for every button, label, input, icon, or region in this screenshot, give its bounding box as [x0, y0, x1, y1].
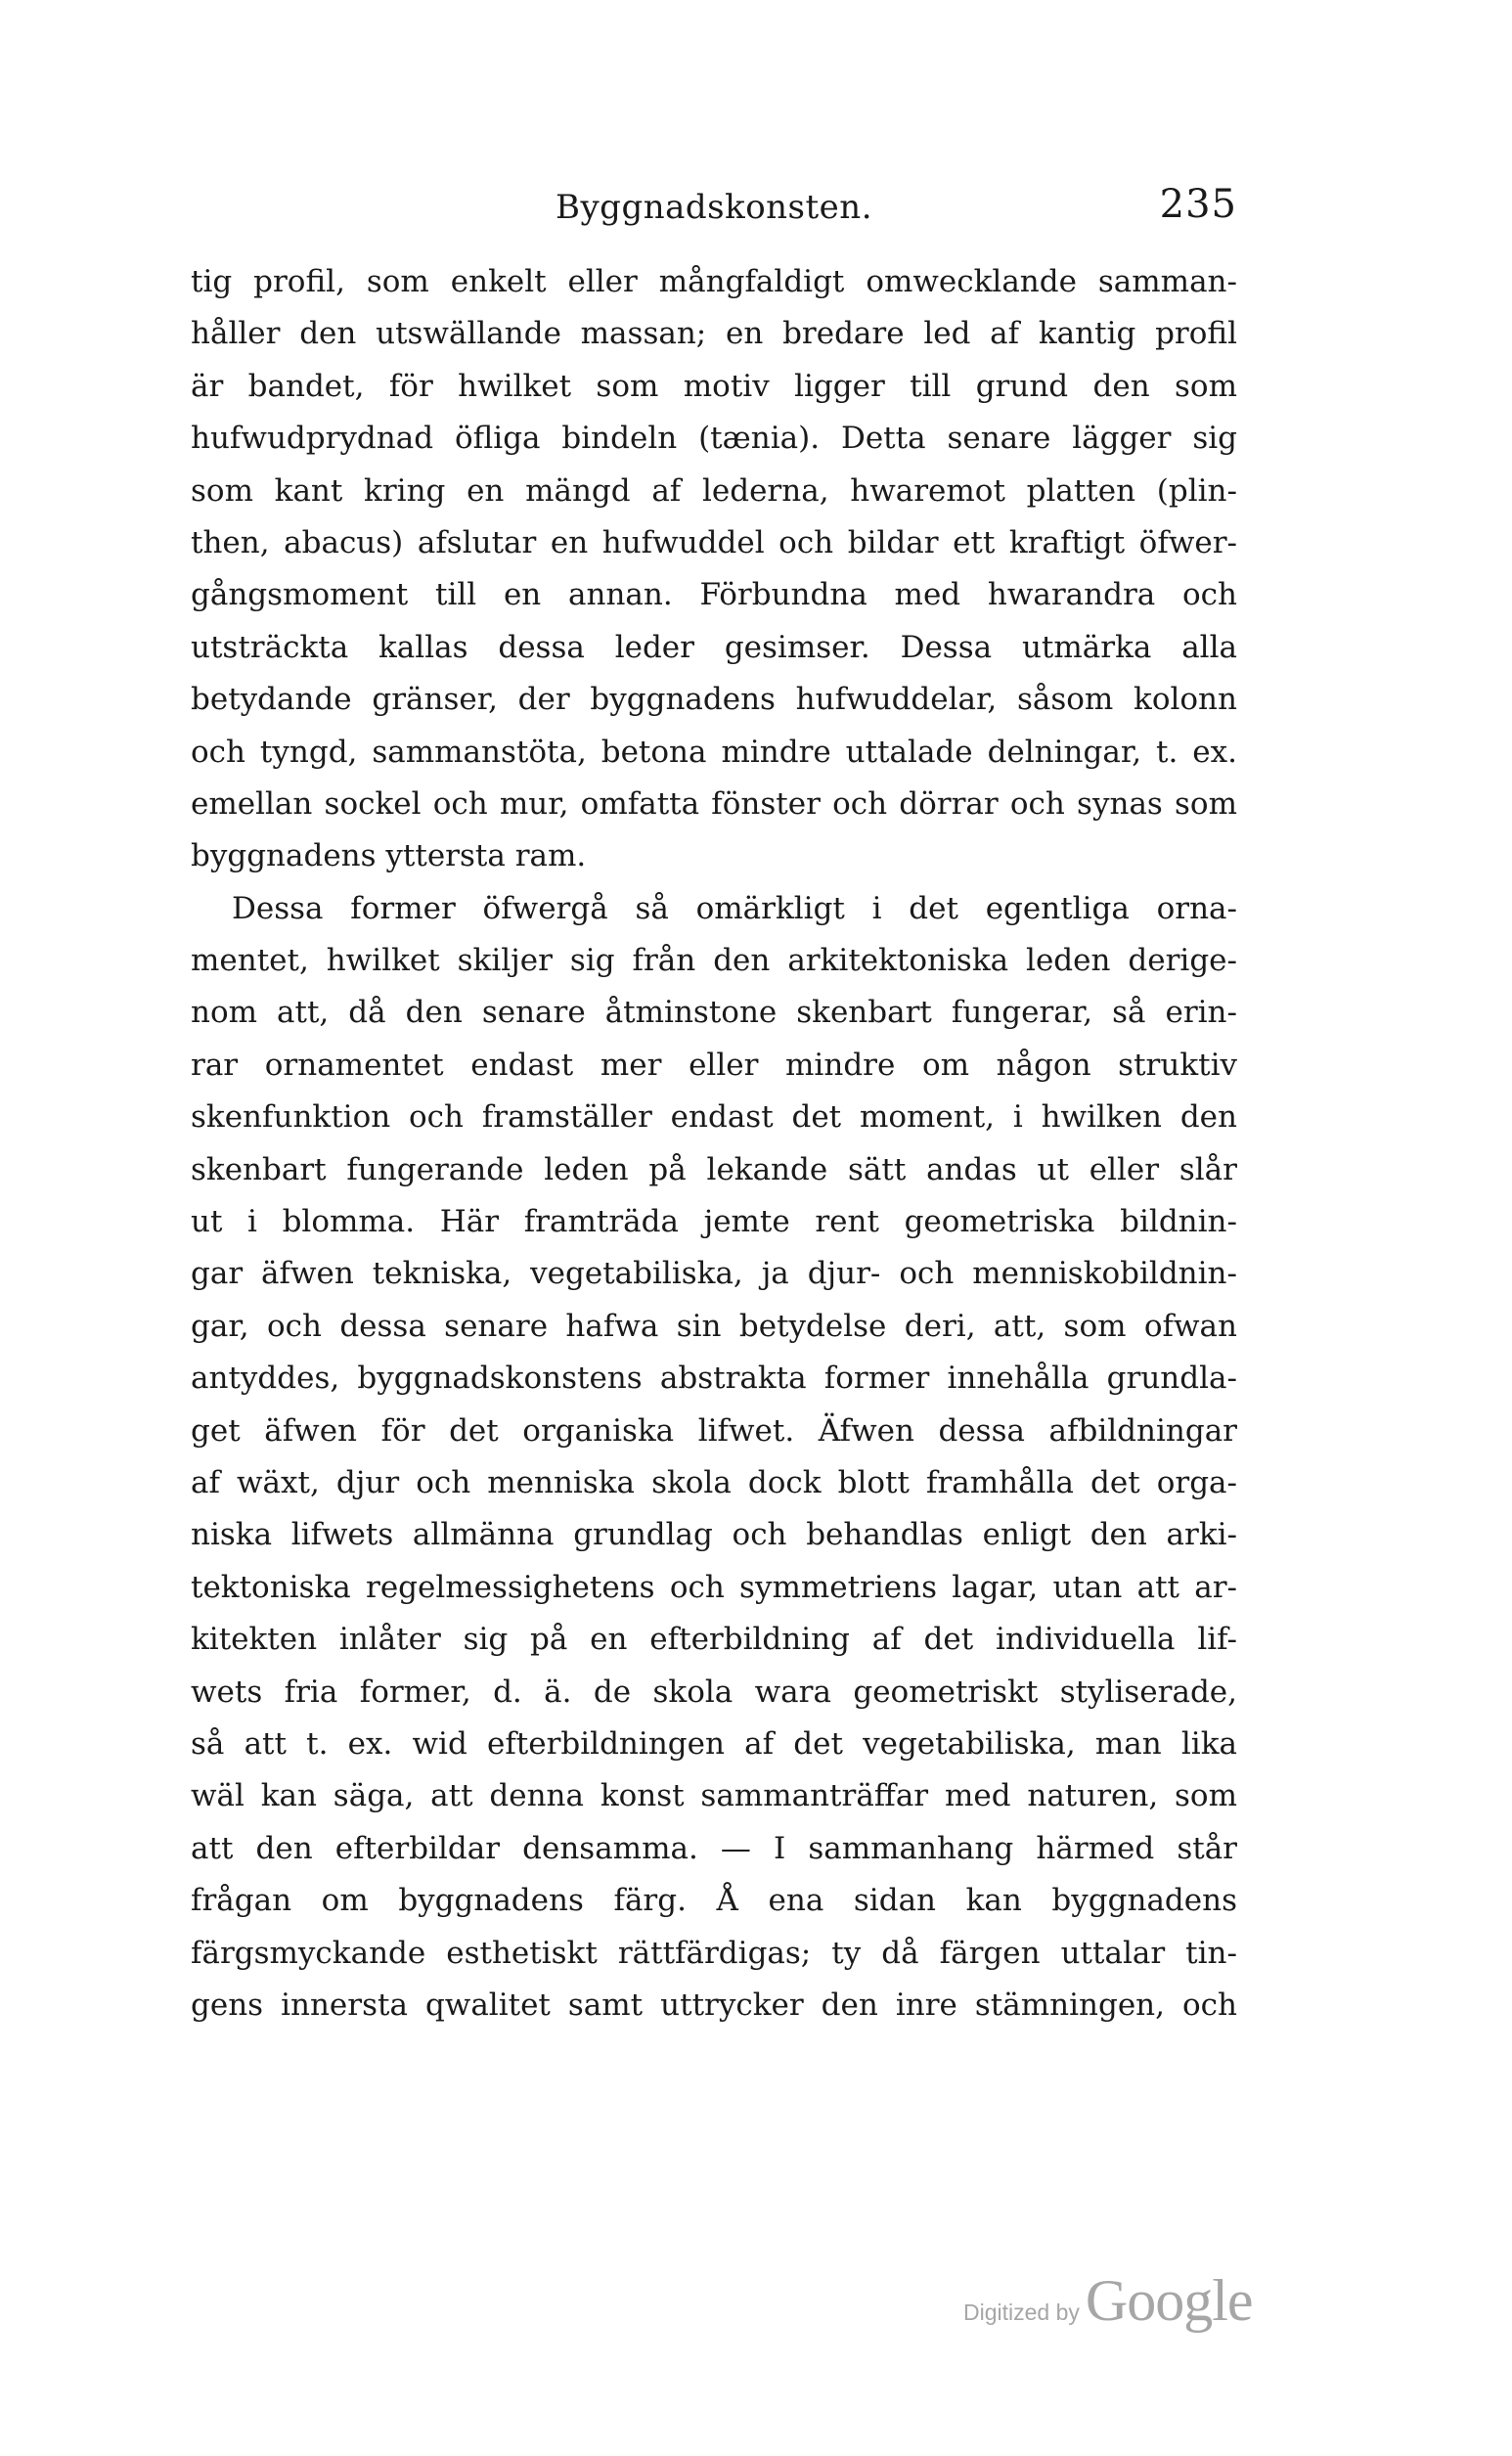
text-line: kitekten inlåter sig på en efterbildning af det individuella lif- — [191, 1622, 1237, 1658]
text-line: färgsmyckande esthetiskt rättfärdigas; ty då färgen uttalar tin- — [191, 1935, 1237, 1971]
text-line: gångsmoment till en annan. Förbundna med hwarandra och — [191, 577, 1237, 613]
digitized-watermark — [963, 2267, 1253, 2345]
text-line: som kant kring en mängd af lederna, hwaremot platten (plin- — [191, 472, 1237, 509]
text-line: rar ornamentet endast mer eller mindre om någon struktiv — [191, 1047, 1237, 1083]
text-line: af wäxt, djur och menniska skola dock blott framhålla det orga- — [191, 1464, 1237, 1500]
text-line: nom att, då den senare åtminstone skenbart fungerar, så erin- — [191, 995, 1237, 1031]
text-line: gens innersta qwalitet samt uttrycker den inre stämningen, och — [191, 1987, 1237, 2023]
page-number: 235 — [1159, 182, 1237, 227]
text-line: wets fria former, d. ä. de skola wara geometriskt styliserade, — [191, 1674, 1237, 1710]
text-line: get äfwen för det organiska lifwet. Äfwen dessa afbildningar — [191, 1412, 1237, 1449]
text-line: tig profil, som enkelt eller mångfaldigt omwecklande samman- — [191, 264, 1237, 299]
text-line: och tyngd, sammanstöta, betona mindre uttalade delningar, t. ex. — [191, 734, 1237, 770]
text-line: hufwudprydnad öfliga bindeln (tænia). Detta senare lägger sig — [191, 421, 1237, 457]
running-title: Byggnadskonsten. — [555, 188, 872, 227]
text-line: ut i blomma. Här framträda jemte rent geometriska bildnin- — [191, 1204, 1237, 1240]
running-head — [191, 182, 1237, 241]
text-line: håller den utswällande massan; en bredare led af kantig profil — [191, 316, 1237, 352]
text-line: betydande gränser, der byggnadens hufwuddelar, såsom kolonn — [191, 682, 1237, 718]
text-line: tektoniska regelmessighetens och symmetriens lagar, utan att ar- — [191, 1569, 1237, 1605]
text-line: så att t. ex. wid efterbildningen af det vegetabiliska, man lika — [191, 1725, 1237, 1762]
text-line: wäl kan säga, att denna konst sammanträffar med naturen, som — [191, 1778, 1237, 1814]
text-line: antyddes, byggnadskonstens abstrakta former innehålla grundla- — [191, 1361, 1237, 1397]
text-line: är bandet, för hwilket som motiv ligger till grund den som — [191, 368, 1237, 404]
text-line: skenbart fungerande leden på lekande sätt andas ut eller slår — [191, 1151, 1237, 1187]
text-line: gar, och dessa senare hafwa sin betydelse deri, att, som ofwan — [191, 1308, 1237, 1344]
google-logo: Google — [1085, 2268, 1253, 2333]
text-line-paragraph-start: Dessa former öfwergå så omärkligt i det egentliga orna- — [232, 890, 1237, 926]
text-line: niska lifwets allmänna grundlag och behandlas enligt den arki- — [191, 1517, 1237, 1553]
watermark-prefix: Digitized by — [963, 2300, 1080, 2325]
text-line: then, abacus) afslutar en hufwuddel och bildar ett kraftigt öfwer- — [191, 524, 1237, 560]
text-line-paragraph-end: byggnadens yttersta ram. — [191, 838, 587, 874]
body-text — [191, 256, 1237, 2032]
text-line: gar äfwen tekniska, vegetabiliska, ja djur- och menniskobildnin- — [191, 1256, 1237, 1292]
text-line: skenfunktion och framställer endast det moment, i hwilken den — [191, 1099, 1237, 1136]
text-line: att den efterbildar densamma. — I sammanhang härmed står — [191, 1830, 1237, 1866]
text-line: frågan om byggnadens färg. Å ena sidan kan byggnadens — [191, 1883, 1237, 1919]
text-line: mentet, hwilket skiljer sig från den arkitektoniska leden derige- — [191, 943, 1237, 979]
text-line: utsträckta kallas dessa leder gesimser. Dessa utmärka alla — [191, 629, 1237, 665]
text-line: emellan sockel och mur, omfatta fönster och dörrar och synas som — [191, 785, 1237, 822]
